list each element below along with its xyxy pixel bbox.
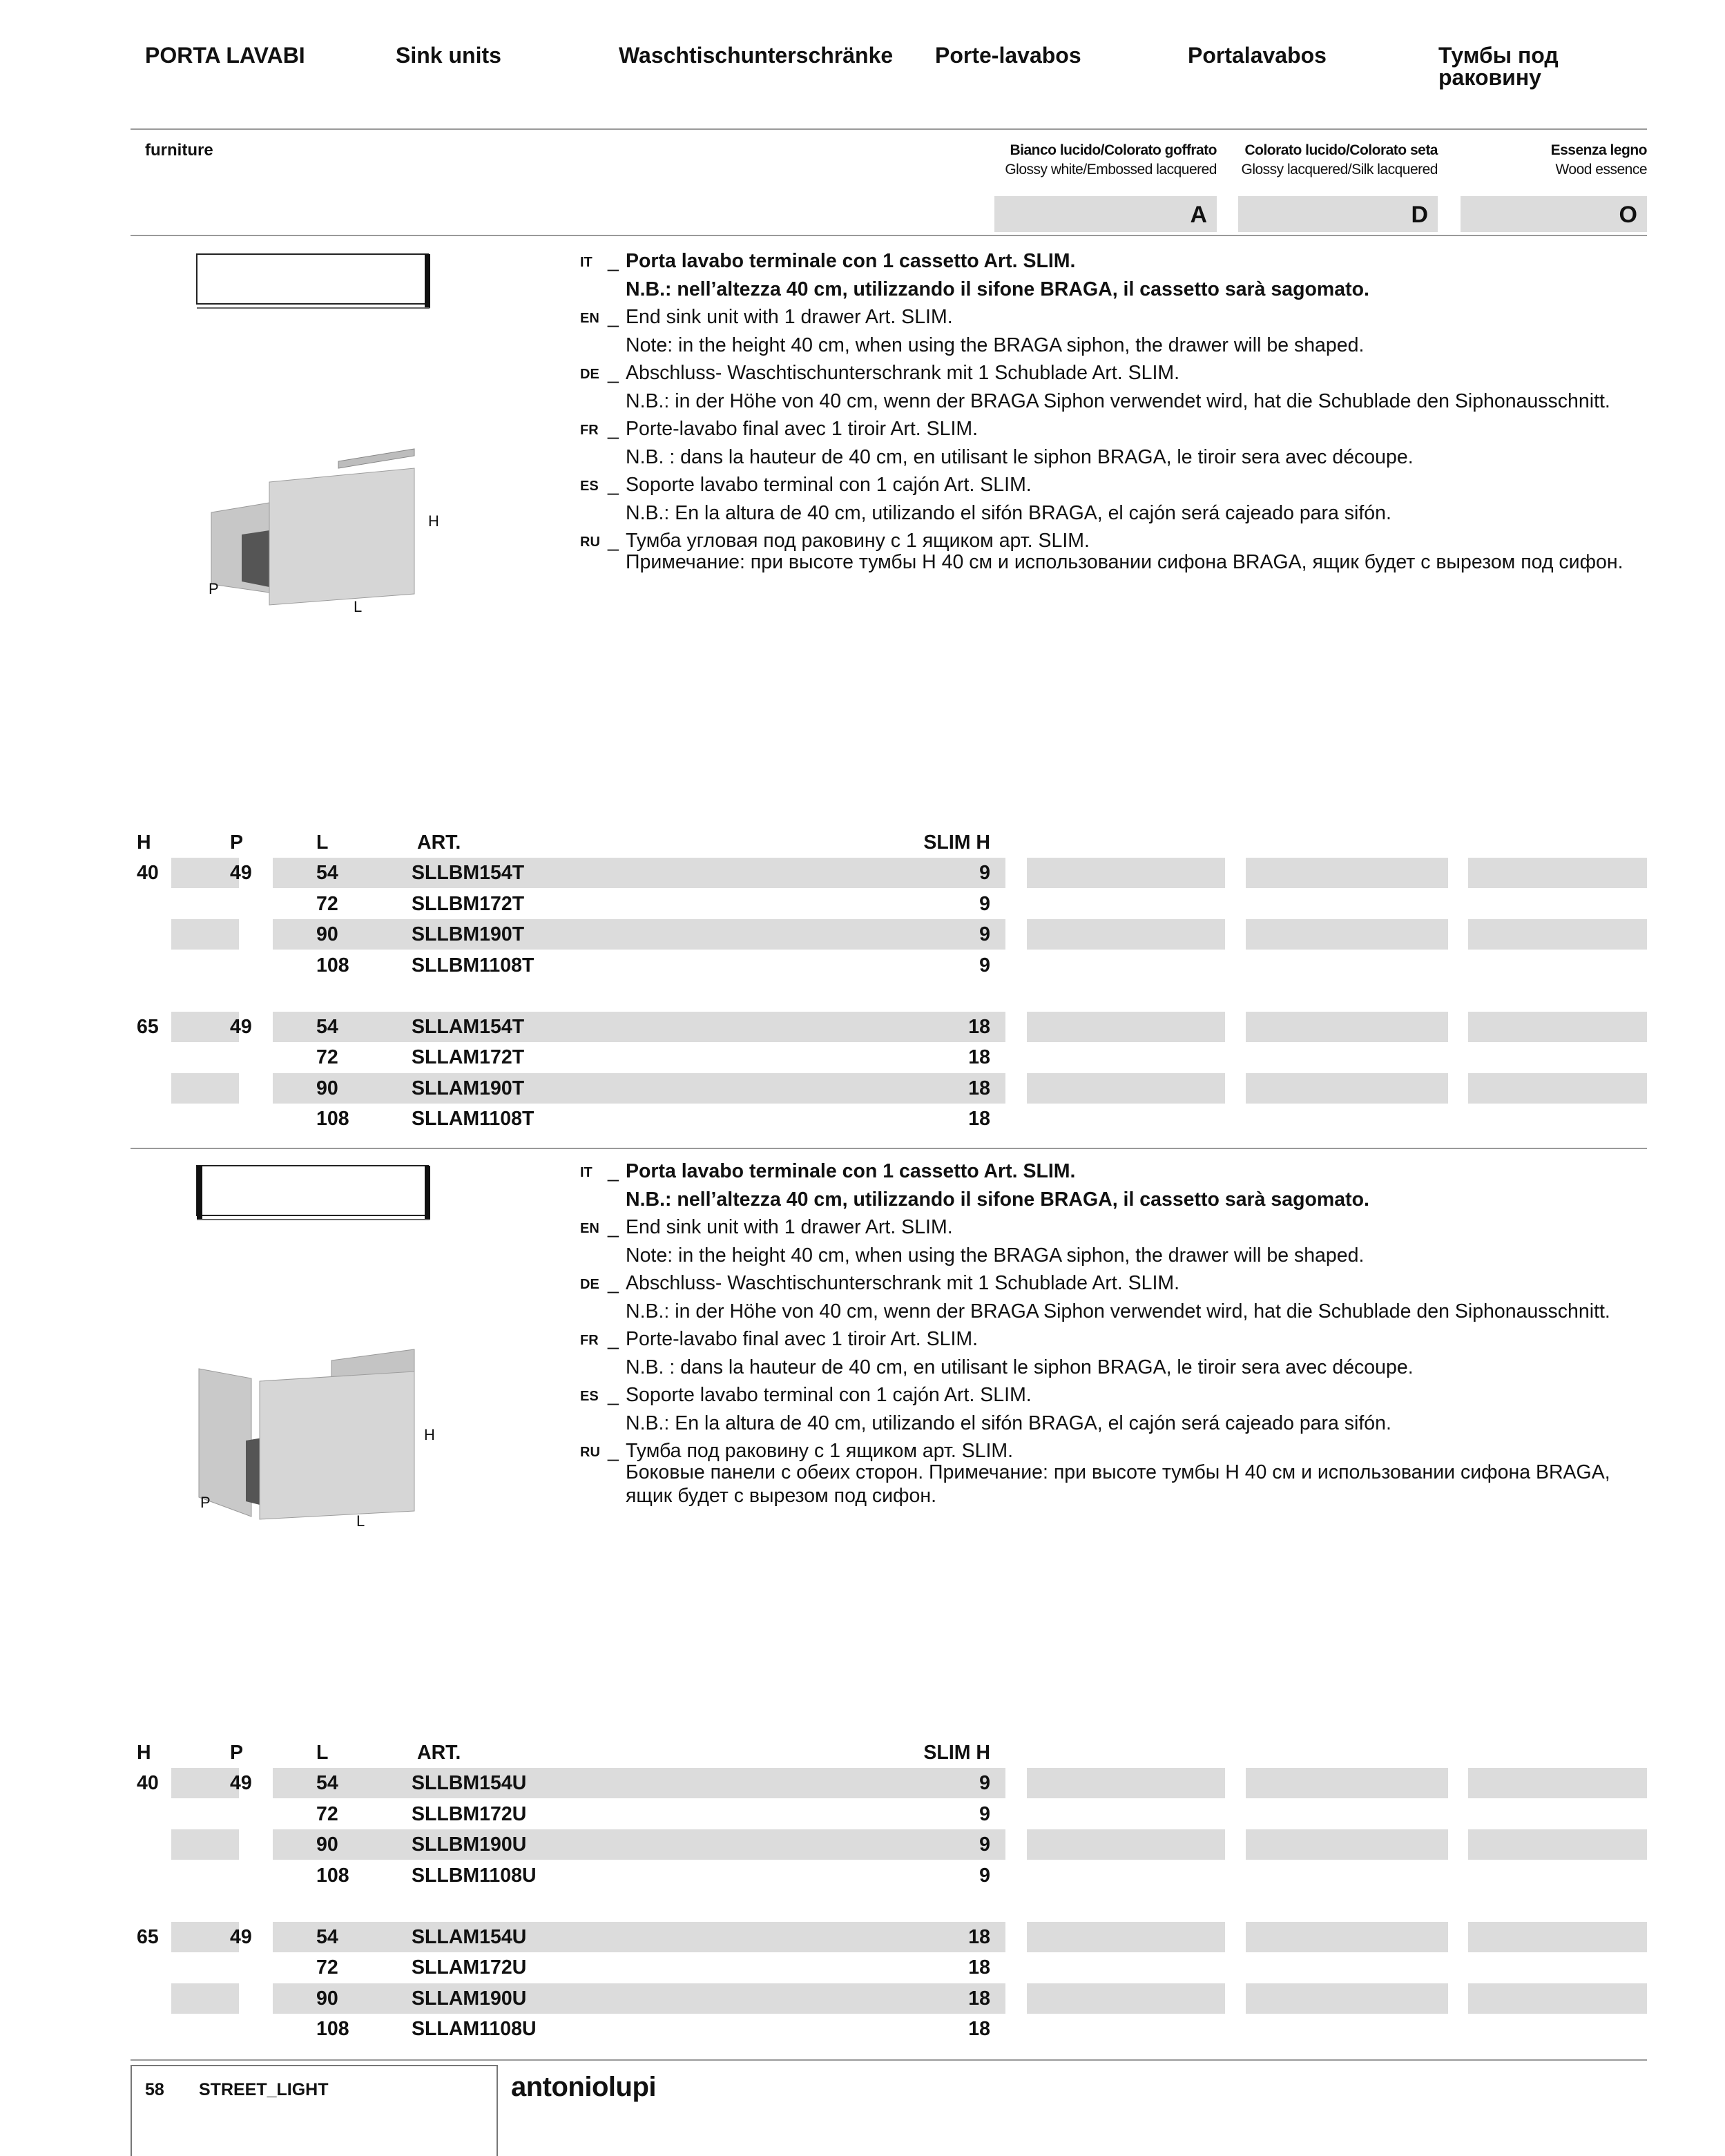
cell-slim: 9: [979, 862, 990, 884]
row-shade: [1027, 919, 1225, 950]
table-row: [131, 1073, 1650, 1104]
cell-art: SLLAM172T: [412, 1046, 525, 1068]
perspective-view: [211, 449, 414, 605]
cell-l: 90: [316, 1077, 338, 1099]
cell-slim: 9: [979, 954, 990, 976]
dim-label-l: L: [356, 1512, 365, 1530]
col-header-p: P: [230, 1742, 244, 1764]
cell-slim: 18: [968, 1046, 990, 1068]
row-shade: [1246, 1768, 1448, 1798]
col-header-p: P: [230, 831, 244, 854]
desc-line: Note: in the height 40 cm, when using the BRAGA siphon, the drawer will be shaped.: [626, 334, 1365, 356]
cell-l: 90: [316, 1987, 338, 2010]
perspective-view: [199, 1349, 414, 1519]
row-shade: [171, 1073, 239, 1104]
title-en: Sink units: [396, 43, 501, 68]
desc-line: ES _ Soporte lavabo terminal con 1 cajón Art. SLIM.: [580, 1384, 1032, 1406]
cell-slim: 18: [968, 2018, 990, 2040]
desc-line: N.B.: nell’altezza 40 cm, utilizzando il sifone BRAGA, il cassetto sarà sagomato.: [626, 1188, 1369, 1211]
finish-a-name: Bianco lucido/Colorato goffrato: [1010, 142, 1217, 158]
cell-slim: 18: [968, 1956, 990, 1979]
cell-p: 49: [230, 1925, 252, 1948]
desc-line: IT _ Porta lavabo terminale con 1 cassetto Art. SLIM.: [580, 1160, 1076, 1182]
row-shade: [1246, 1073, 1448, 1104]
table-row: [131, 858, 1650, 888]
table-row: [131, 1829, 1650, 1860]
row-shade: [171, 1983, 239, 2014]
row-shade: [1468, 1012, 1647, 1042]
product-drawing-end-unit: [166, 249, 456, 622]
row-shade: [1027, 858, 1225, 888]
cell-art: SLLBM1108U: [412, 1864, 537, 1887]
title-fr: Porte-lavabos: [935, 43, 1081, 68]
table-row: [131, 919, 1650, 950]
page-number: 58: [145, 2080, 164, 2099]
cell-slim: 18: [968, 1987, 990, 2010]
cell-art: SLLBM1108T: [412, 954, 534, 976]
title-it: PORTA LAVABI: [145, 43, 305, 68]
cell-l: 54: [316, 1772, 338, 1794]
row-shade: [171, 1012, 239, 1042]
cell-art: SLLAM190T: [412, 1077, 525, 1099]
cell-art: SLLAM154T: [412, 1015, 525, 1038]
cell-l: 72: [316, 1802, 338, 1825]
desc-ru-note: Боковые панели с обеих сторон. Примечание: при высоте тумбы H 40 см и использовании сифона BRAGA, ящик будет с вырезом под сифон.: [626, 1461, 1610, 1507]
cell-h: 40: [137, 1772, 159, 1794]
dim-label-h: H: [428, 512, 439, 530]
table-row: [131, 2014, 1650, 2044]
row-shade: [1027, 1768, 1225, 1798]
col-header-art: ART.: [417, 1742, 461, 1764]
row-shade: [273, 1983, 1005, 2014]
finish-d-sub: Glossy lacquered/Silk lacquered: [1241, 162, 1438, 177]
cell-art: SLLBM154U: [412, 1772, 527, 1794]
plan-view: [197, 254, 430, 308]
row-shade: [273, 1012, 1005, 1042]
title-es: Portalavabos: [1188, 43, 1327, 68]
table-row: [131, 950, 1650, 981]
table-row: [131, 1983, 1650, 2014]
section-rule-2: [131, 1148, 1647, 1149]
cell-art: SLLAM1108U: [412, 2018, 537, 2040]
cell-l: 54: [316, 1925, 338, 1948]
cell-art: SLLBM190U: [412, 1833, 527, 1856]
row-shade: [1246, 1983, 1448, 2014]
row-shade: [273, 1073, 1005, 1104]
dim-label-p: P: [209, 580, 219, 597]
cell-slim: 9: [979, 1802, 990, 1825]
header-rule: [131, 128, 1647, 130]
table-row: [131, 1042, 1650, 1072]
cell-slim: 9: [979, 1772, 990, 1794]
cell-p: 49: [230, 1772, 252, 1794]
row-shade: [1468, 858, 1647, 888]
cell-p: 49: [230, 1015, 252, 1038]
desc-line: N.B.: nell’altezza 40 cm, utilizzando il sifone BRAGA, il cassetto sarà sagomato.: [626, 278, 1369, 300]
finish-d-code: D: [1238, 196, 1438, 232]
row-shade: [1246, 858, 1448, 888]
row-shade: [1027, 1829, 1225, 1860]
desc-line: FR _ Porte-lavabo final avec 1 tiroir Art. SLIM.: [580, 1328, 979, 1350]
brand-logo: antoniolupi: [511, 2072, 657, 2102]
cell-slim: 9: [979, 1864, 990, 1887]
cell-h: 40: [137, 862, 159, 884]
dim-label-p: P: [200, 1494, 211, 1511]
desc-line: EN _ End sink unit with 1 drawer Art. SLIM.: [580, 306, 953, 328]
row-shade: [1246, 1012, 1448, 1042]
row-shade: [273, 1768, 1005, 1798]
product-drawing-unit-side-panels: [166, 1160, 456, 1533]
cell-slim: 9: [979, 892, 990, 915]
row-shade: [1027, 1012, 1225, 1042]
row-shade: [1027, 1073, 1225, 1104]
cell-l: 90: [316, 923, 338, 945]
desc-line-ru: RU _ Тумба под раковину с 1 ящиком арт. SLIM.: [580, 1440, 1014, 1462]
cell-h: 65: [137, 1015, 159, 1038]
footer-box: [131, 2065, 498, 2156]
title-de: Waschtischunterschränke: [619, 43, 894, 68]
desc-ru-note: Примечание: при высоте тумбы H 40 см и использовании сифона BRAGA, ящик будет с вырезом под сифон.: [626, 551, 1623, 573]
row-shade: [1468, 919, 1647, 950]
row-shade: [273, 1922, 1005, 1952]
row-shade: [171, 1768, 239, 1798]
cell-slim: 9: [979, 1833, 990, 1856]
plan-view: [197, 1166, 430, 1220]
col-header-h: H: [137, 1742, 151, 1764]
desc-line: N.B. : dans la hauteur de 40 cm, en utilisant le siphon BRAGA, le tiroir sera avec découpe.: [626, 1356, 1414, 1378]
desc-line-ru: RU _ Тумба угловая под раковину с 1 ящиком арт. SLIM.: [580, 530, 1090, 552]
cell-l: 72: [316, 892, 338, 915]
cell-l: 90: [316, 1833, 338, 1856]
table-row: [131, 1922, 1650, 1952]
cell-l: 54: [316, 1015, 338, 1038]
cell-l: 108: [316, 2018, 349, 2040]
cell-art: SLLAM1108T: [412, 1108, 534, 1130]
desc-line: IT _ Porta lavabo terminale con 1 cassetto Art. SLIM.: [580, 250, 1076, 272]
desc-line: N.B.: in der Höhe von 40 cm, wenn der BRAGA Siphon verwendet wird, hat die Schublade den Siphonausschnitt.: [626, 1300, 1610, 1322]
collection-name: STREET_LIGHT: [199, 2080, 329, 2099]
description-block-2: [580, 1159, 1657, 1508]
cell-l: 108: [316, 1108, 349, 1130]
finish-o-sub: Wood essence: [1555, 162, 1647, 177]
table-row: [131, 1860, 1650, 1891]
cell-h: 65: [137, 1925, 159, 1948]
row-shade: [1027, 1922, 1225, 1952]
dim-label-h: H: [424, 1426, 435, 1443]
row-shade: [171, 919, 239, 950]
category-label: furniture: [145, 141, 213, 160]
table-row: [131, 889, 1650, 919]
cell-art: SLLAM154U: [412, 1925, 527, 1948]
cell-art: SLLBM190T: [412, 923, 525, 945]
row-shade: [1246, 1829, 1448, 1860]
row-shade: [1468, 1768, 1647, 1798]
cell-art: SLLAM172U: [412, 1956, 527, 1979]
table-row: [131, 1952, 1650, 1983]
row-shade: [1468, 1829, 1647, 1860]
row-shade: [171, 858, 239, 888]
cell-l: 108: [316, 954, 349, 976]
row-shade: [1468, 1073, 1647, 1104]
row-shade: [1468, 1983, 1647, 2014]
desc-line: N.B.: in der Höhe von 40 cm, wenn der BRAGA Siphon verwendet wird, hat die Schublade den Siphonausschnitt.: [626, 389, 1610, 412]
cell-slim: 18: [968, 1077, 990, 1099]
cell-art: SLLAM190U: [412, 1987, 527, 2010]
col-header-art: ART.: [417, 831, 461, 854]
footer-rule: [131, 2059, 1647, 2061]
cell-art: SLLBM172T: [412, 892, 525, 915]
col-header-l: L: [316, 831, 329, 854]
row-shade: [1246, 919, 1448, 950]
col-header-l: L: [316, 1742, 329, 1764]
cell-slim: 18: [968, 1015, 990, 1038]
cell-art: SLLBM154T: [412, 862, 525, 884]
cell-p: 49: [230, 862, 252, 884]
row-shade: [273, 919, 1005, 950]
desc-line: FR _ Porte-lavabo final avec 1 tiroir Art. SLIM.: [580, 418, 979, 440]
desc-line: DE _ Abschluss- Waschtischunterschrank mit 1 Schublade Art. SLIM.: [580, 362, 1180, 384]
description-block-1: [580, 249, 1657, 574]
title-ru: Тумбы под раковину: [1438, 43, 1559, 90]
finish-o-code: O: [1461, 196, 1647, 232]
cell-art: SLLBM172U: [412, 1802, 527, 1825]
finish-a-code: A: [994, 196, 1217, 232]
table-row: [131, 1104, 1650, 1134]
cell-slim: 18: [968, 1925, 990, 1948]
row-shade: [1027, 1983, 1225, 2014]
cell-l: 72: [316, 1046, 338, 1068]
desc-line: ES _ Soporte lavabo terminal con 1 cajón Art. SLIM.: [580, 474, 1032, 496]
row-shade: [1468, 1922, 1647, 1952]
row-shade: [273, 858, 1005, 888]
desc-line: EN _ End sink unit with 1 drawer Art. SLIM.: [580, 1216, 953, 1238]
cell-l: 54: [316, 862, 338, 884]
col-header-slim: SLIM H: [923, 1742, 990, 1764]
section-rule-1: [131, 235, 1647, 236]
row-shade: [171, 1922, 239, 1952]
finish-o-name: Essenza legno: [1550, 142, 1647, 158]
desc-line: N.B.: En la altura de 40 cm, utilizando el sifón BRAGA, el cajón será cajeado para sifón.: [626, 501, 1391, 524]
cell-l: 108: [316, 1864, 349, 1887]
dim-label-l: L: [354, 598, 363, 615]
col-header-slim: SLIM H: [923, 831, 990, 854]
row-shade: [1246, 1922, 1448, 1952]
desc-line: N.B. : dans la hauteur de 40 cm, en utilisant le siphon BRAGA, le tiroir sera avec découpe.: [626, 445, 1414, 468]
finish-a-sub: Glossy white/Embossed lacquered: [1005, 162, 1217, 177]
finish-d-name: Colorato lucido/Colorato seta: [1244, 142, 1438, 158]
cell-slim: 18: [968, 1108, 990, 1130]
cell-slim: 9: [979, 923, 990, 945]
cell-l: 72: [316, 1956, 338, 1979]
col-header-h: H: [137, 831, 151, 854]
desc-line: N.B.: En la altura de 40 cm, utilizando el sifón BRAGA, el cajón será cajeado para sifón.: [626, 1412, 1391, 1434]
row-shade: [171, 1829, 239, 1860]
desc-line: Note: in the height 40 cm, when using the BRAGA siphon, the drawer will be shaped.: [626, 1244, 1365, 1267]
desc-line: DE _ Abschluss- Waschtischunterschrank mit 1 Schublade Art. SLIM.: [580, 1272, 1180, 1294]
row-shade: [273, 1829, 1005, 1860]
table-row: [131, 1768, 1650, 1798]
table-row: [131, 1012, 1650, 1042]
table-row: [131, 1799, 1650, 1829]
